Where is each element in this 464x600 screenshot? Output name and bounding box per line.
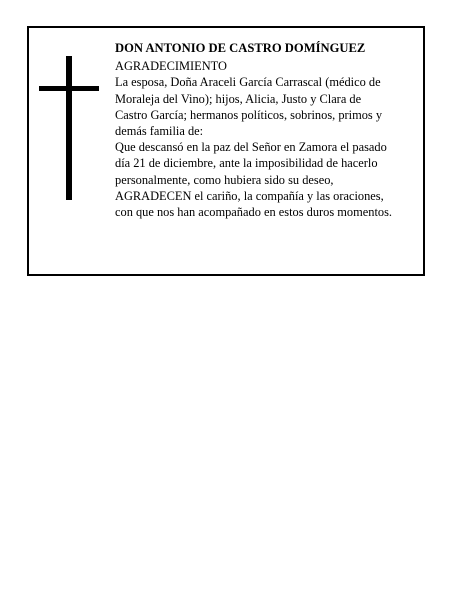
notice-line: Moraleja del Vino); hijos, Alicia, Justo y Clara de [115, 91, 362, 106]
cross-icon [39, 56, 99, 200]
notice-text [115, 40, 423, 220]
notice-line: AGRADECEN el cariño, la compañía y las oraciones, [115, 188, 384, 203]
notice-line: personalmente, como hubiera sido su deseo, [115, 172, 334, 187]
deceased-name: DON ANTONIO DE CASTRO DOMÍNGUEZ [115, 41, 366, 55]
notice-line: La esposa, Doña Araceli García Carrascal (médico de [115, 75, 381, 90]
cross-horizontal-bar [39, 86, 99, 91]
notice-line: Que descansó en la paz del Señor en Zamora el pasado [115, 140, 387, 155]
notice-line: día 21 de diciembre, ante la imposibilidad de hacerlo [115, 156, 378, 171]
cross-vertical-bar [66, 56, 72, 200]
notice-line: Castro García; hermanos políticos, sobrinos, primos y [115, 107, 383, 122]
death-notice [27, 26, 425, 276]
notice-line: demás familia de: [115, 124, 204, 139]
notice-line: con que nos han acompañado en estos duros momentos. [115, 205, 393, 220]
notice-heading: AGRADECIMIENTO [115, 59, 227, 74]
